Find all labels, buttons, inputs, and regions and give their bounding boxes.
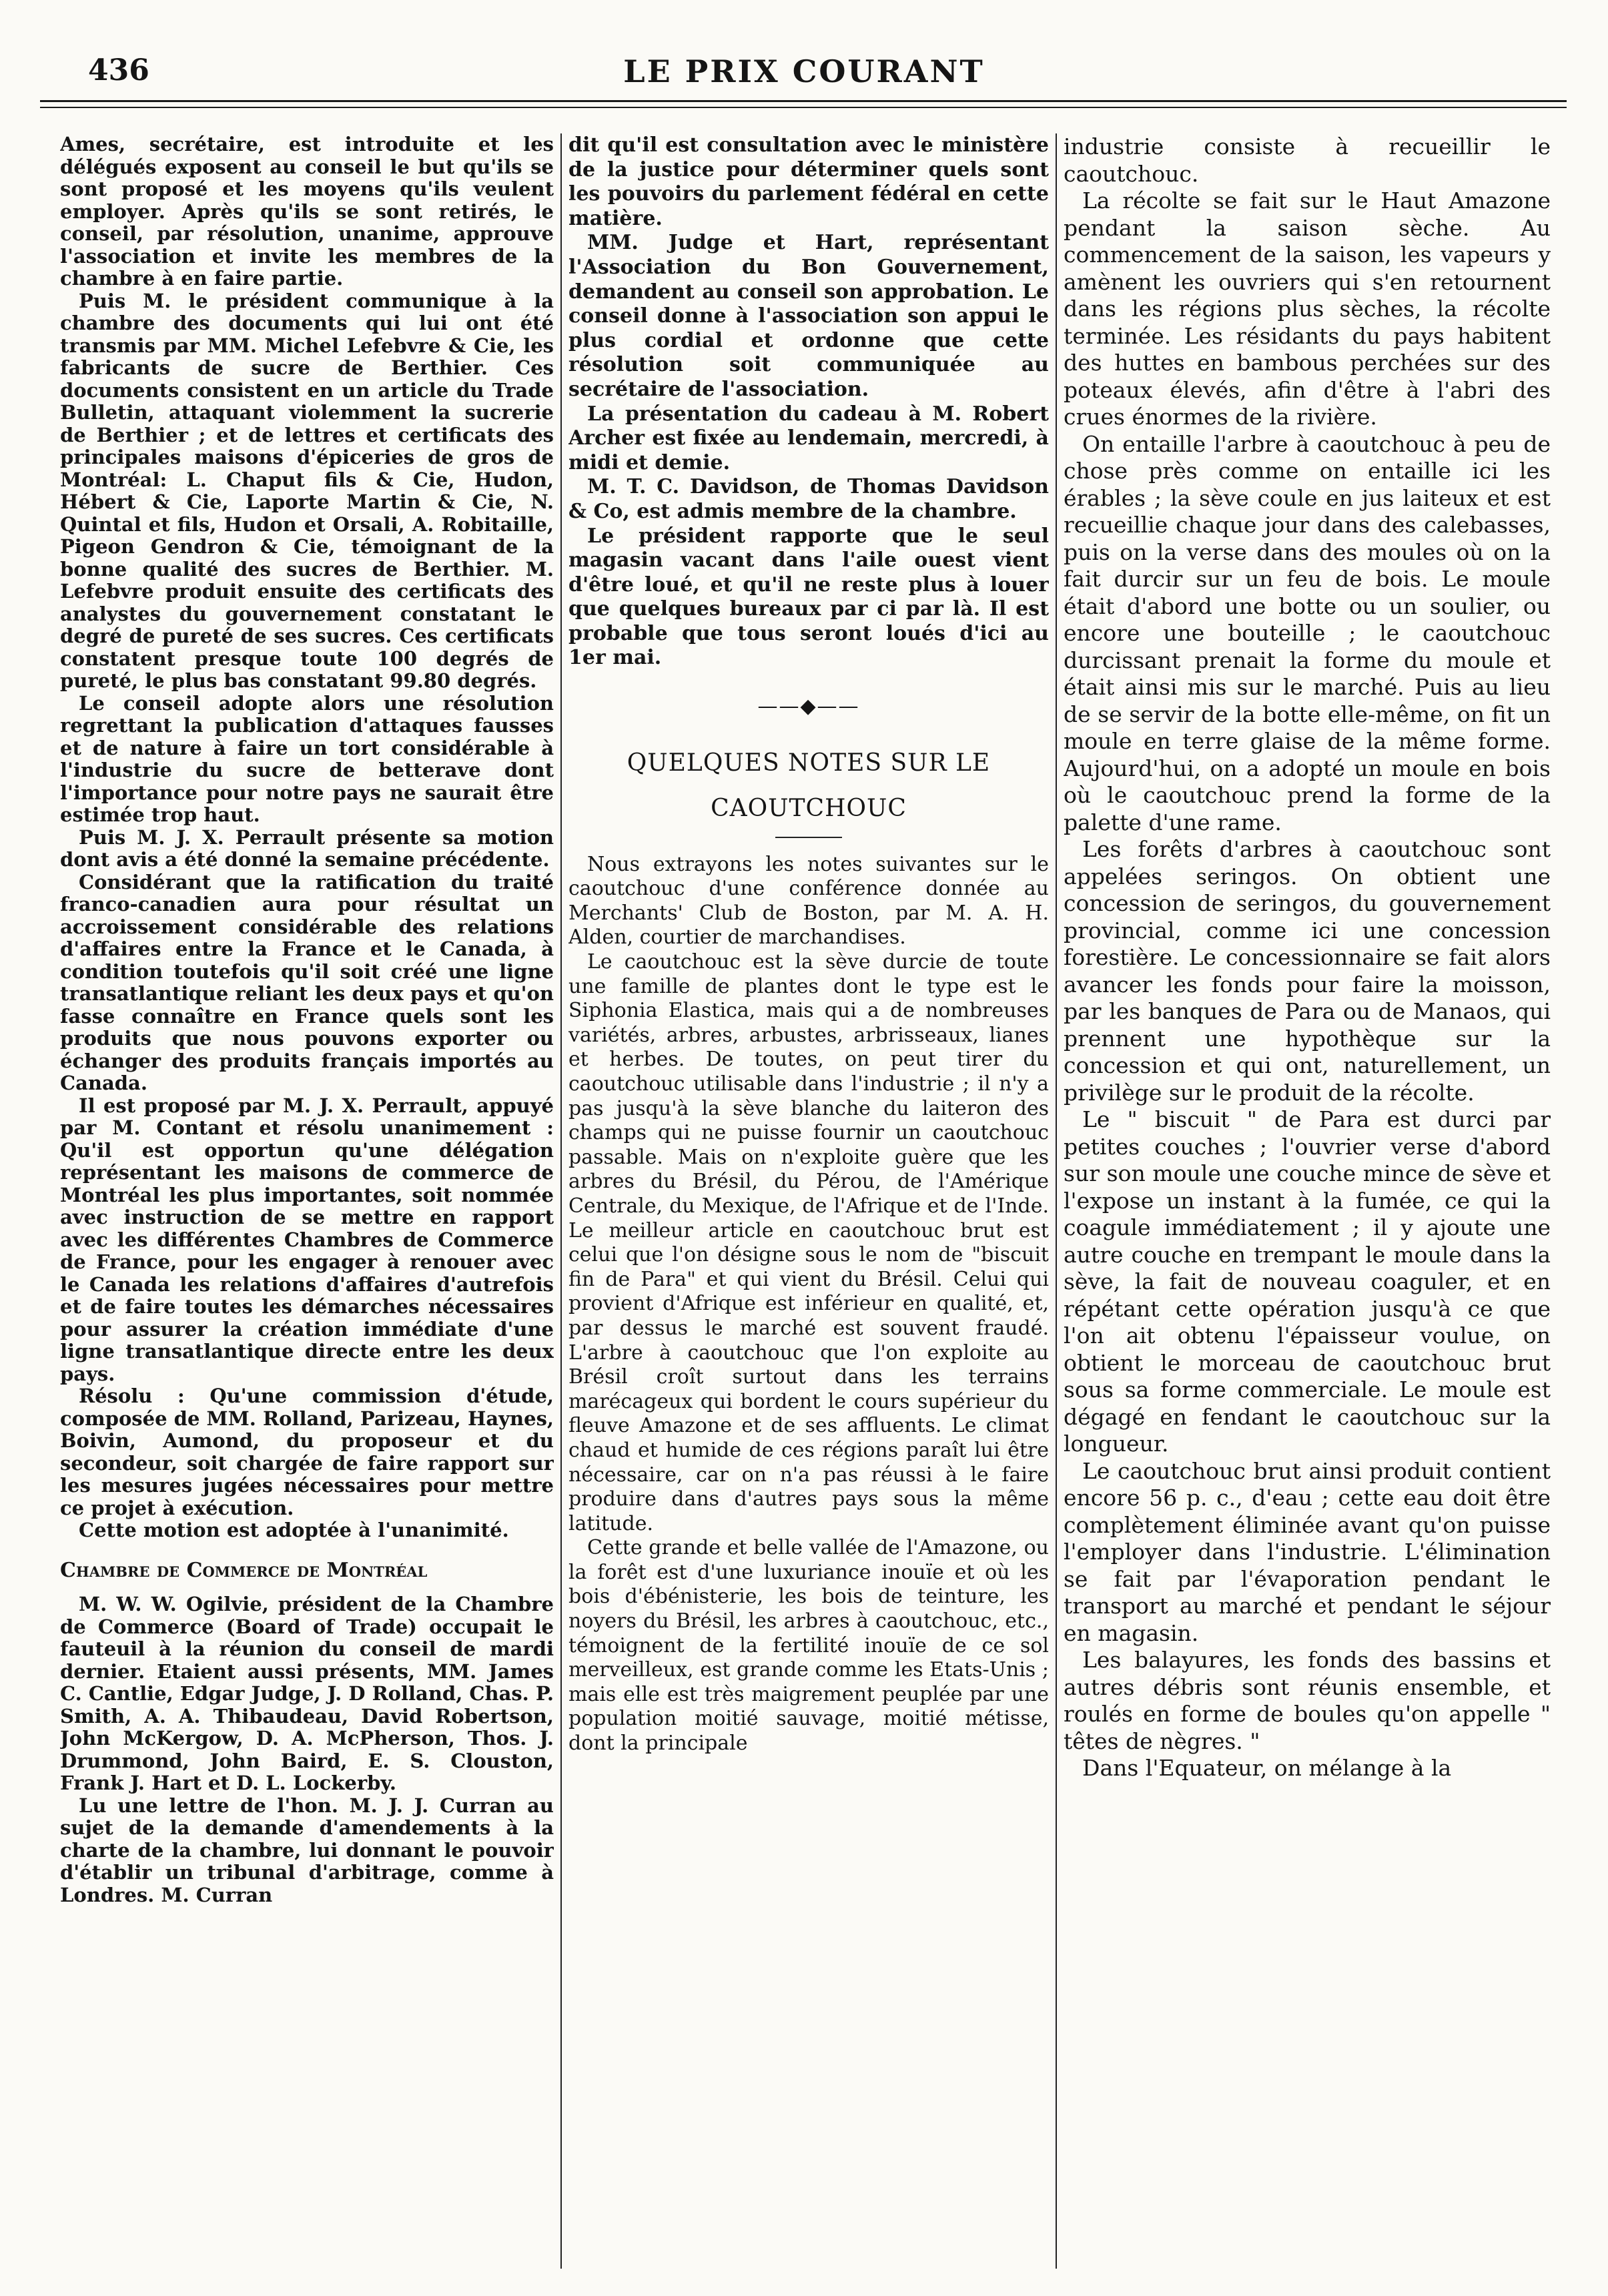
minutes-continuation <box>568 133 1049 671</box>
paragraph: Considérant que la ratification du traité franco-canadien aura pour résultat un accroissement considérable des relations d'affaires entre la France et le Canada, à condition toutefois qu'il soit créé une ligne transatlantique reliant les deux pays et qu'on fasse connaître en France quels sont les produits que nous pouvons exporter ou échanger des produits français importés au Canada. <box>60 870 554 1094</box>
paragraph: Le caoutchouc brut ainsi produit contient encore 56 p. c., d'eau ; cette eau doit être complètement éliminée avant qu'on puisse l'employer dans l'industrie. L'élimination se fait par l'évaporation pendant le transport au marché et pendant le séjour en magasin. <box>1064 1457 1551 1646</box>
header-rule-secondary <box>40 107 1567 108</box>
paragraph: Puis M. le président communique à la chambre des documents qui lui ont été transmis par MM. Michel Lefebvre & Cie, les fabricants de sucre de Berthier. Ces documents consistent en un article du Trade Bulletin, attaquant violemment la sucrerie de Berthier ; et de lettres et certificats des principales maisons d'épiceries de gros de Montréal: L. Chaput fils & Cie, Hudon, Hébert & Cie, Laporte Martin & Cie, N. Quintal et fils, Hudon et Orsali, A. Robitaille, Pigeon Gendron & Cie, témoignant de la bonne qualité des sucres de Berthier. M. Lefebvre produit ensuite des certificats des analystes du gouvernement constatant le degré de pureté de ses sucres. Ces certificats constatent presque toute 100 degrés de pureté, le plus bas constatant 99.80 degrés. <box>60 289 554 692</box>
article-body <box>568 853 1049 1756</box>
paragraph: On entaille l'arbre à caoutchouc à peu de chose près comme on entaille ici les érables ; la sève coule en jus laiteux et est recueillie chaque jour dans des calebasses, puis on la verse dans des moules où on la fait durcir sur un feu de bois. Le moule était d'abord une botte ou un soulier, ou encore une bouteille ; le caoutchouc durcissant prenait la forme du moule et était ainsi mis sur le marché. Puis au lieu de se servir de la botte elle-même, on fit un moule en terre glaise de la même forme. Aujourd'hui, on a adopté un moule en bois où le caoutchouc prend la forme de la palette d'une rame. <box>1064 430 1551 835</box>
paragraph: La présentation du cadeau à M. Robert Archer est fixée au lendemain, mercredi, à midi et demie. <box>568 402 1049 474</box>
paragraph: Il est proposé par M. J. X. Perrault, appuyé par M. Contant et résolu unanimement : Qu'il est opportun qu'une délégation représentant les maisons de commerce de Montréal les plus importantes, soit nommée avec instruction de se mettre en rapport avec les différentes Chambres de Commerce de France, pour les engager à renouer avec le Canada les relations d'affaires d'autrefois et de faire toutes les démarches nécessaires pour assurer la création immédiate d'une ligne transatlantique directe entre les deux pays. <box>60 1094 554 1385</box>
page-number: 436 <box>88 53 149 87</box>
article-title-line-1: QUELQUES NOTES SUR LE <box>627 749 991 777</box>
paragraph: dit qu'il est consultation avec le ministère de la justice pour déterminer quels sont les pouvoirs du parlement fédéral en cette matière. <box>568 133 1049 230</box>
paragraph: Lu une lettre de l'hon. M. J. J. Curran au sujet de la demande d'amendements à la charte de la chambre, lui donnant le pouvoir d'établir un tribunal d'arbitrage, comme à Londres. M. Curran <box>60 1794 554 1906</box>
paragraph: La récolte se fait sur le Haut Amazone pendant la saison sèche. Au commencement de la saison, les vapeurs y amènent les ouvriers qui s'en retournent dans les régions plus sèches, la récolte terminée. Les résidants du pays habitent des huttes en bambous perchées sur des poteaux élevés, afin d'être à l'abri des crues énormes de la rivière. <box>1064 187 1551 430</box>
column-right <box>1064 133 1551 2255</box>
paragraph: industrie consiste à recueillir le caoutchouc. <box>1064 133 1551 187</box>
paragraph: Puis M. J. X. Perrault présente sa motion dont avis a été donné la semaine précédente. <box>60 825 554 871</box>
ornament-divider: ——◆—— <box>757 695 860 719</box>
column-left <box>60 133 554 2255</box>
article-title-line-2: CAOUTCHOUC <box>711 794 907 822</box>
paragraph: Nous extrayons les notes suivantes sur le caoutchouc d'une conférence donnée au Merchants' Club de Boston, par M. A. H. Alden, courtier de marchandises. <box>568 852 1049 949</box>
page-header <box>40 53 1568 105</box>
column-divider-right <box>1056 133 1057 2269</box>
column-middle <box>568 133 1049 2255</box>
header-rule <box>40 100 1567 102</box>
paragraph: M. W. W. Ogilvie, président de la Chambre de Commerce (Board of Trade) occupait le fauteuil à la réunion du conseil de mardi dernier. Etaient aussi présents, MM. James C. Cantlie, Edgar Judge, J. D Rolland, Chas. P. Smith, A. A. Thibaudeau, David Robertson, John McKergow, D. A. McPherson, Thos. J. Drummond, John Baird, E. S. Clouston, Frank J. Hart et D. L. Lockerby. <box>60 1593 554 1794</box>
paragraph: MM. Judge et Hart, représentant l'Association du Bon Gouvernement, demandent au conseil son approbation. Le conseil donne à l'association son appui le plus cordial et ordonne que cette résolution soit communiquée au secrétaire de l'association. <box>568 231 1049 401</box>
paragraph: Résolu : Qu'une commission d'étude, composée de MM. Rolland, Parizeau, Haynes, Boivin, Aumond, du proposeur et du secondeur, soit chargée de faire rapport sur les mesures jugées nécessaires pour mettre ce projet à exécution. <box>60 1385 554 1519</box>
section-heading: Chambre de Commerce de Montréal <box>60 1558 428 1582</box>
paragraph: Cette grande et belle vallée de l'Amazone, ou la forêt est d'une luxuriance inouïe et où les bois d'ébénisterie, les bois de teinture, les noyers du Brésil, les arbres à caoutchouc, etc., témoignent de la fertilité inouïe de ce sol merveilleux, est grande comme les Etats-Unis ; mais elle est très maigrement peuplée par une population moitié sauvage, moitié métisse, dont la principale <box>568 1536 1049 1756</box>
paragraph: M. T. C. Davidson, de Thomas Davidson & Co, est admis membre de la chambre. <box>568 475 1049 523</box>
paragraph: Les balayures, les fonds des bassins et autres débris sont réunis ensemble, et roulés en forme de boules qu'on appelle " têtes de nègres. " <box>1064 1647 1551 1754</box>
paragraph: Dans l'Equateur, on mélange à la <box>1082 1755 1452 1781</box>
column-divider-left <box>560 133 562 2269</box>
masthead: LE PRIX COURANT <box>623 53 985 89</box>
paragraph: Le président rapporte que le seul magasin vacant dans l'aile ouest vient d'être loué, et qu'il ne reste plus à louer que quelques bureaux par ci par là. Il est probable que tous seront loués d'ici au 1er mai. <box>568 524 1049 670</box>
paragraph: Ames, secrétaire, est introduite et les délégués exposent au conseil le but qu'ils se sont proposé et les moyens qu'ils veulent employer. Après qu'ils se sont retirés, le conseil, par résolution, unanime, approuve l'association et invite les membres de la chambre à en faire partie. <box>60 133 554 290</box>
paragraph: Le " biscuit " de Para est durci par petites couches ; l'ouvrier verse d'abord sur son moule une couche mince de sève et l'expose un instant à la fumée, ce qui la coagule immédiatement ; il y ajoute une autre couche en trempant le moule dans la sève, la fait de nouveau coaguler, et en répétant cette opération jusqu'à ce que l'on ait obtenu l'épaisseur voulue, on obtient le morceau de caoutchouc brut sous sa forme commerciale. Le moule est dégagé en fendant le caoutchouc sur la longueur. <box>1064 1106 1551 1457</box>
paragraph: Les forêts d'arbres à caoutchouc sont appelées seringos. On obtient une concession de seringos, du gouvernement provincial, comme ici une concession forestière. Le concessionnaire se fait alors avancer les fonds pour faire la moisson, par les banques de Para ou de Manaos, qui prennent une hypothèque sur la concession et qui ont, naturellement, un privilège sur le produit de la récolte. <box>1064 836 1551 1106</box>
title-rule <box>775 837 842 838</box>
paragraph: Cette motion est adoptée à l'unanimité. <box>79 1519 509 1541</box>
paragraph: Le caoutchouc est la sève durcie de toute une famille de plantes dont le type est le Siphonia Elastica, mais qui a de nombreuses variétés, arbres, arbustes, arbrisseaux, lianes et herbes. De toutes, on peut tirer du caoutchouc utilisable dans l'industrie ; il n'y a pas jusqu'à la sève blanche du laiteron des champs qui ne puisse fournir un caoutchouc passable. Mais on n'exploite guère que les arbres du Brésil, du Pérou, de l'Amérique Centrale, du Mexique, de l'Afrique et de l'Inde. Le meilleur article en caoutchouc brut est celui que l'on désigne sous le nom de "biscuit fin de Para" et qui vient du Brésil. Celui qui provient d'Afrique est inférieur en qualité, et, par dessus le marché est souvent fraudé. L'arbre à caoutchouc que l'on exploite au Brésil croît surtout dans les terrains marécageux qui bordent le cours supérieur du fleuve Amazone et de ses affluents. Le climat chaud et humide de ces régions paraît lui être nécessaire, car on n'a pas réussi à le faire produire dans d'autres pays sous la même latitude. <box>568 950 1049 1535</box>
paragraph: Le conseil adopte alors une résolution regrettant la publication d'attaques fausses et de nature à faire un tort considérable à l'industrie du sucre de betterave dont l'importance pour notre pays ne saurait être estimée trop haut. <box>60 691 554 826</box>
